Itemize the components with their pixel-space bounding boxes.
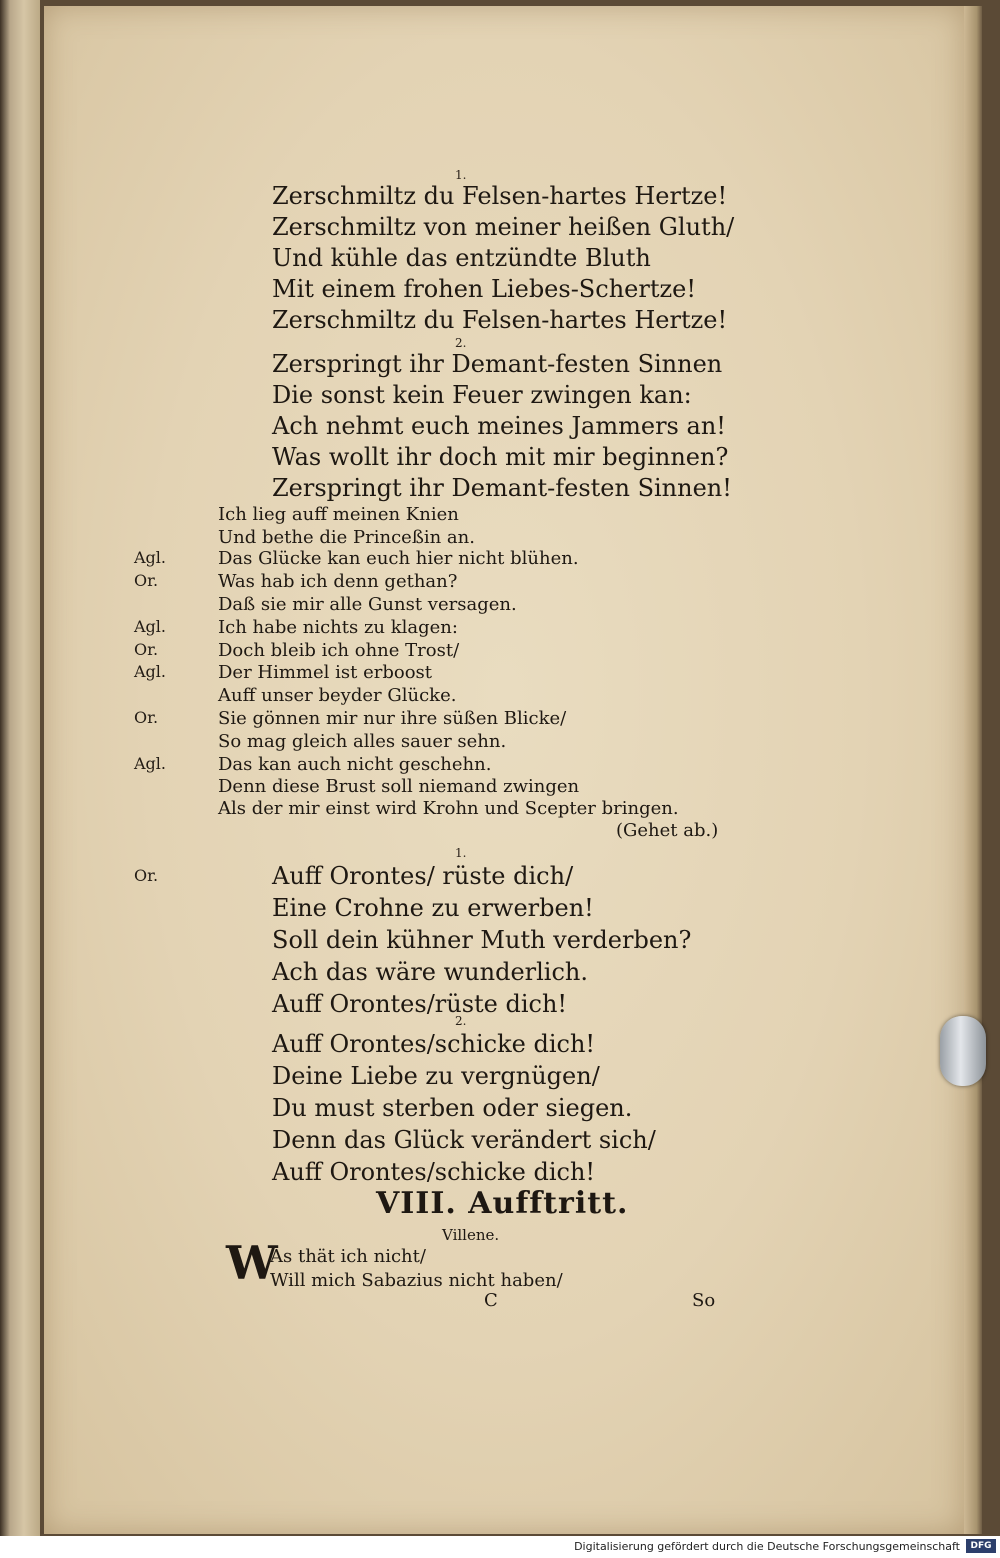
- speaker-label: Or.: [134, 571, 159, 590]
- speaker-label: Agl.: [134, 548, 166, 567]
- dialogue-line: Auff unser beyder Glücke.: [218, 685, 457, 706]
- speaker-label: Or.: [134, 708, 159, 727]
- dialogue-line: Der Himmel ist erboost: [218, 662, 433, 683]
- verse-line: Zerschmiltz von meiner heißen Gluth/: [272, 213, 735, 241]
- dialogue-line: Daß sie mir alle Gunst versagen.: [218, 594, 517, 615]
- page-fold: [964, 6, 982, 1534]
- page-clip: [940, 1016, 986, 1086]
- verse-line: Ach nehmt euch meines Jammers an!: [272, 412, 726, 440]
- verse-line: Eine Crohne zu erwerben!: [272, 894, 594, 922]
- scene-heading: VIII. Aufftritt.: [376, 1186, 629, 1221]
- dialogue-line: Denn diese Brust soll niemand zwingen: [218, 776, 580, 797]
- stanza-number: 2.: [455, 1014, 467, 1028]
- footer-bar: [0, 1536, 1000, 1558]
- verse-line: Ach das wäre wunderlich.: [272, 958, 589, 986]
- dialogue-line: Das kan auch nicht geschehn.: [218, 754, 492, 775]
- verse-line: Mit einem frohen Liebes-Schertze!: [272, 275, 696, 303]
- stanza-number: 1.: [455, 846, 467, 860]
- verse-line: Du must sterben oder siegen.: [272, 1094, 633, 1122]
- verse-line: Soll dein kühner Muth verderben?: [272, 926, 692, 954]
- dialogue-line: Ich habe nichts zu klagen:: [218, 617, 458, 638]
- dialogue-line: Sie gönnen mir nur ihre süßen Blicke/: [218, 708, 567, 729]
- stanza-number: 2.: [455, 336, 467, 350]
- verse-line: Was wollt ihr doch mit mir beginnen?: [272, 443, 729, 471]
- verse-line: Auff Orontes/ rüste dich/: [272, 862, 574, 890]
- verse-line: Und kühle das entzündte Bluth: [272, 244, 651, 272]
- verse-line: Auff Orontes/schicke dich!: [272, 1158, 596, 1186]
- speaker-label: Or.: [134, 640, 159, 659]
- footer-credit: Digitalisierung gefördert durch die Deutsche Forschungsgemeinschaft: [574, 1540, 960, 1553]
- scene-speaker: Villene.: [442, 1226, 500, 1244]
- verse-line: As thät ich nicht/: [270, 1246, 426, 1267]
- verse-line: Denn das Glück verändert sich/: [272, 1126, 656, 1154]
- verse-line: Zerspringt ihr Demant-festen Sinnen: [272, 350, 723, 378]
- verse-line: Will mich Sabazius nicht haben/: [270, 1270, 563, 1291]
- catchword: So: [692, 1290, 716, 1311]
- verse-line: Zerspringt ihr Demant-festen Sinnen!: [272, 474, 732, 502]
- dialogue-line: So mag gleich alles sauer sehn.: [218, 731, 507, 752]
- verse-line: Auff Orontes/rüste dich!: [272, 990, 568, 1018]
- verse-line: Zerschmiltz du Felsen-hartes Hertze!: [272, 182, 728, 210]
- speaker-label: Or.: [134, 866, 159, 885]
- drop-cap: W: [226, 1236, 278, 1290]
- speaker-label: Agl.: [134, 754, 166, 773]
- verse-line: Die sonst kein Feuer zwingen kan:: [272, 381, 692, 409]
- stage-direction: (Gehet ab.): [616, 820, 719, 841]
- dialogue-line: Was hab ich denn gethan?: [218, 571, 458, 592]
- dialogue-line: Doch bleib ich ohne Trost/: [218, 640, 460, 661]
- verse-line: Auff Orontes/schicke dich!: [272, 1030, 596, 1058]
- speaker-label: Agl.: [134, 617, 166, 636]
- dialogue-line: Ich lieg auff meinen Knien: [218, 504, 459, 525]
- verse-line: Zerschmiltz du Felsen-hartes Hertze!: [272, 306, 728, 334]
- stanza-number: 1.: [455, 168, 467, 182]
- previous-page-edge: [0, 0, 40, 1536]
- speaker-label: Agl.: [134, 662, 166, 681]
- dfg-logo: DFG: [966, 1539, 996, 1553]
- verse-line: Deine Liebe zu vergnügen/: [272, 1062, 600, 1090]
- dialogue-line: Als der mir einst wird Krohn und Scepter bringen.: [218, 798, 679, 819]
- signature-mark: C: [484, 1290, 498, 1311]
- dialogue-line: Und bethe die Princeßin an.: [218, 527, 475, 548]
- dialogue-line: Das Glücke kan euch hier nicht blühen.: [218, 548, 579, 569]
